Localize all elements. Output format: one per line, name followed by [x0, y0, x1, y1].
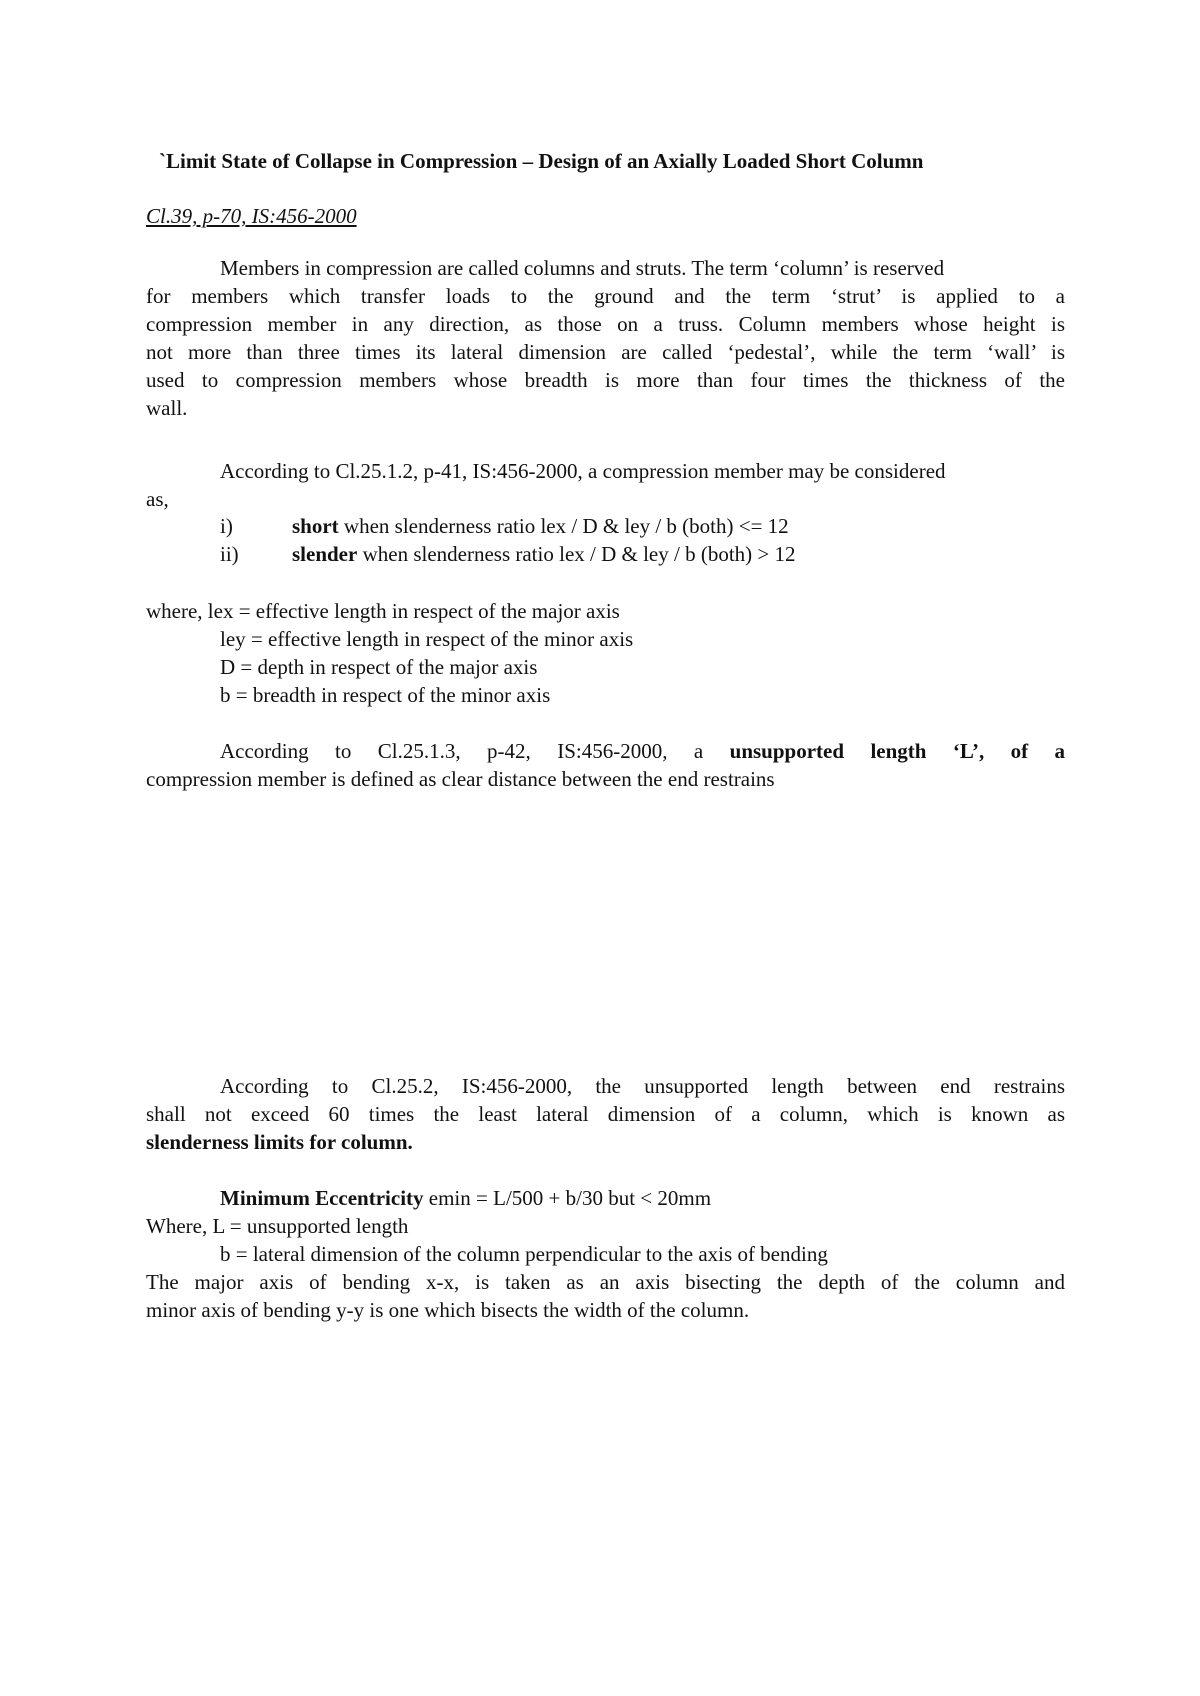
- para3-pre: According to Cl.25.1.3, p-42, IS:456-2000, a: [220, 739, 704, 763]
- list-text: when slenderness ratio lex / D & ley / b (both) <= 12: [338, 514, 789, 538]
- definition-line: D = depth in respect of the major axis: [220, 655, 538, 679]
- para1-line: compression member in any direction, as those on a truss. Column members whose height is: [146, 312, 1065, 336]
- para4-line: [146, 1129, 413, 1155]
- eccentricity-line: [220, 1185, 711, 1211]
- list-number: i): [220, 514, 233, 538]
- eccentricity-formula: emin = L/500 + b/30 but < 20mm: [423, 1186, 712, 1210]
- definition-line: ley = effective length in respect of the minor axis: [220, 627, 634, 651]
- para4-line: shall not exceed 60 times the least lateral dimension of a column, which is known as: [146, 1102, 1065, 1126]
- axis-line: minor axis of bending y-y is one which bisects the width of the column.: [146, 1298, 750, 1322]
- definition-line: b = breadth in respect of the minor axis: [220, 683, 551, 707]
- length-symbol: ‘L’, of a: [952, 739, 1066, 763]
- page-title: `Limit State of Collapse in Compression – Design of an Axially Loaded Short Column: [159, 149, 924, 173]
- para3-line: compression member is defined as clear distance between the end restrains: [146, 767, 775, 791]
- para1-line: wall.: [146, 396, 188, 420]
- para2-line: as,: [146, 487, 169, 511]
- para1-line: for members which transfer loads to the ground and the term ‘strut’ is applied to a: [146, 284, 1065, 308]
- list-term: slender: [292, 542, 358, 566]
- para1-line: used to compression members whose breadth is more than four times the thickness of the: [146, 368, 1065, 392]
- para3-line: [220, 738, 1065, 764]
- axis-line: The major axis of bending x-x, is taken as an axis bisecting the depth of the column and: [146, 1270, 1065, 1294]
- slenderness-limits-term: slenderness limits for column.: [146, 1130, 413, 1154]
- list-text: when slenderness ratio lex / D & ley / b (both) > 12: [357, 542, 796, 566]
- definition-line: where, lex = effective length in respect of the major axis: [146, 599, 620, 623]
- para2-line: According to Cl.25.1.2, p-41, IS:456-2000, a compression member may be considered: [220, 459, 946, 483]
- para1-line: not more than three times its lateral dimension are called ‘pedestal’, while the term ‘wall’ is: [146, 340, 1065, 364]
- list-item-slender: [292, 541, 796, 567]
- list-item-short: [292, 513, 789, 539]
- unsupported-length-term: unsupported length: [729, 739, 927, 763]
- list-number: ii): [220, 542, 239, 566]
- eccentricity-where: Where, L = unsupported length: [146, 1214, 409, 1238]
- list-term: short: [292, 514, 339, 538]
- min-eccentricity-term: Minimum Eccentricity: [220, 1186, 424, 1210]
- eccentricity-where: b = lateral dimension of the column perpendicular to the axis of bending: [220, 1242, 828, 1266]
- para1-line: Members in compression are called columns and struts. The term ‘column’ is reserved: [220, 256, 945, 280]
- para4-line: According to Cl.25.2, IS:456-2000, the unsupported length between end restrains: [220, 1074, 1065, 1098]
- clause-reference: Cl.39, p-70, IS:456-2000: [146, 204, 357, 228]
